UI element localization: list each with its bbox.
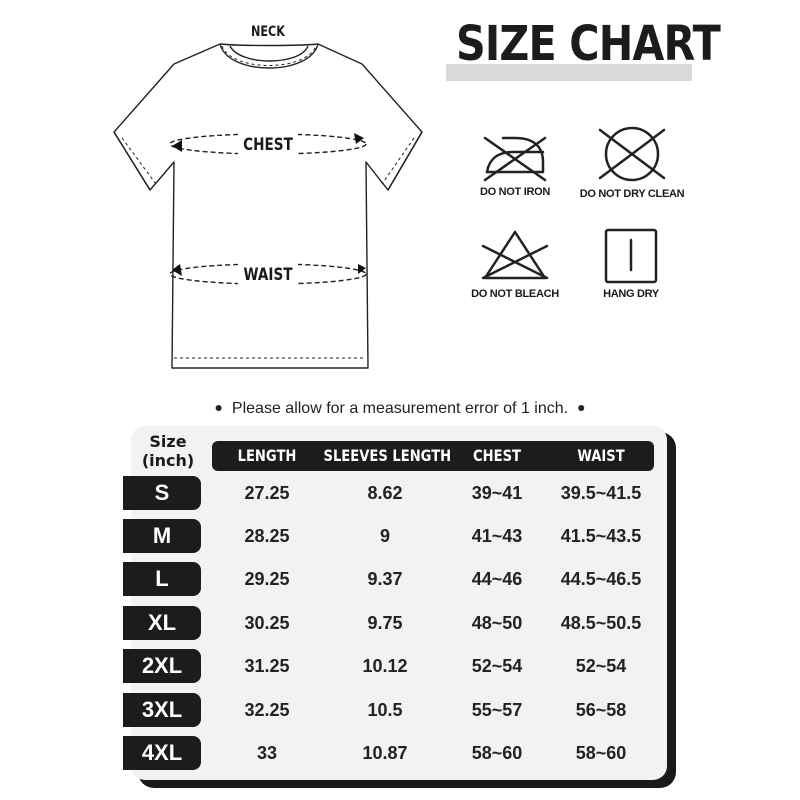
table-cell-chest: 52~54 — [471, 656, 523, 676]
care-do-not-bleach — [465, 228, 565, 300]
table-cell-length: 29.25 — [244, 569, 290, 589]
care-hang-dry — [581, 228, 681, 300]
care-label: HANG DRY — [603, 288, 659, 300]
table-cell-length: 30.25 — [244, 613, 290, 633]
table-cell-length: 27.25 — [244, 483, 290, 503]
table-cell-chest: 41~43 — [471, 526, 523, 546]
page-title: SIZE CHART — [456, 16, 720, 72]
table-cell-sleeves-length: 9.75 — [367, 613, 403, 633]
table-cell-sleeves-length: 10.5 — [367, 700, 403, 720]
size-header-label: Size — [149, 432, 187, 451]
table-cell-length: 28.25 — [244, 526, 290, 546]
table-cell-length: 32.25 — [244, 700, 290, 720]
size-column-header — [133, 432, 203, 470]
table-cell-sleeves-length: 8.62 — [367, 483, 403, 503]
care-label: DO NOT DRY CLEAN — [579, 188, 685, 200]
column-header-length: LENGTH — [237, 446, 297, 465]
neck-label: NECK — [251, 24, 285, 40]
care-do-not-dry-clean — [572, 124, 692, 200]
size-label: 3XL — [123, 693, 201, 727]
tshirt-icon — [100, 20, 440, 380]
care-do-not-iron — [465, 130, 565, 198]
care-label: DO NOT IRON — [479, 186, 551, 198]
title-block — [446, 14, 720, 74]
size-label: 4XL — [123, 736, 201, 770]
table-cell-length: 31.25 — [244, 656, 290, 676]
size-label: S — [123, 476, 201, 510]
bullet-icon: ● — [214, 399, 223, 415]
column-header-sleeves-length: SLEEVES LENGTH — [323, 446, 452, 465]
table-cell-waist: 39.5~41.5 — [560, 483, 642, 503]
table-cell-sleeves-length: 10.87 — [362, 743, 408, 763]
table-cell-waist: 56~58 — [575, 700, 627, 720]
do-not-iron-icon — [479, 130, 551, 182]
size-label: M — [123, 519, 201, 553]
hang-dry-icon — [602, 228, 660, 284]
note-text: Please allow for a measurement error of 1 inch. — [231, 400, 569, 417]
size-header-unit: (inch) — [141, 451, 195, 470]
table-cell-sleeves-length: 9.37 — [367, 569, 403, 589]
table-cell-chest: 55~57 — [471, 700, 523, 720]
column-header-chest: CHEST — [473, 446, 521, 465]
chest-label: CHEST — [243, 135, 293, 155]
size-label: L — [123, 562, 201, 596]
table-cell-chest: 58~60 — [471, 743, 523, 763]
table-cell-waist: 52~54 — [575, 656, 627, 676]
table-cell-sleeves-length: 9 — [379, 526, 390, 546]
table-cell-sleeves-length: 10.12 — [362, 656, 408, 676]
bullet-icon: ● — [577, 399, 586, 415]
tshirt-diagram — [100, 20, 440, 380]
do-not-bleach-icon — [479, 228, 551, 284]
table-cell-waist: 44.5~46.5 — [560, 569, 642, 589]
table-cell-chest: 44~46 — [471, 569, 523, 589]
table-cell-waist: 41.5~43.5 — [560, 526, 642, 546]
size-label: XL — [123, 606, 201, 640]
table-cell-waist: 58~60 — [575, 743, 627, 763]
table-cell-waist: 48.5~50.5 — [560, 613, 642, 633]
waist-label: WAIST — [243, 265, 293, 285]
table-cell-chest: 39~41 — [471, 483, 523, 503]
size-label: 2XL — [123, 649, 201, 683]
table-cell-length: 33 — [256, 743, 278, 763]
table-cell-chest: 48~50 — [471, 613, 523, 633]
column-header-waist: WAIST — [577, 446, 625, 465]
measurement-note — [0, 399, 800, 418]
do-not-dry-clean-icon — [596, 124, 668, 184]
care-label: DO NOT BLEACH — [471, 288, 559, 300]
